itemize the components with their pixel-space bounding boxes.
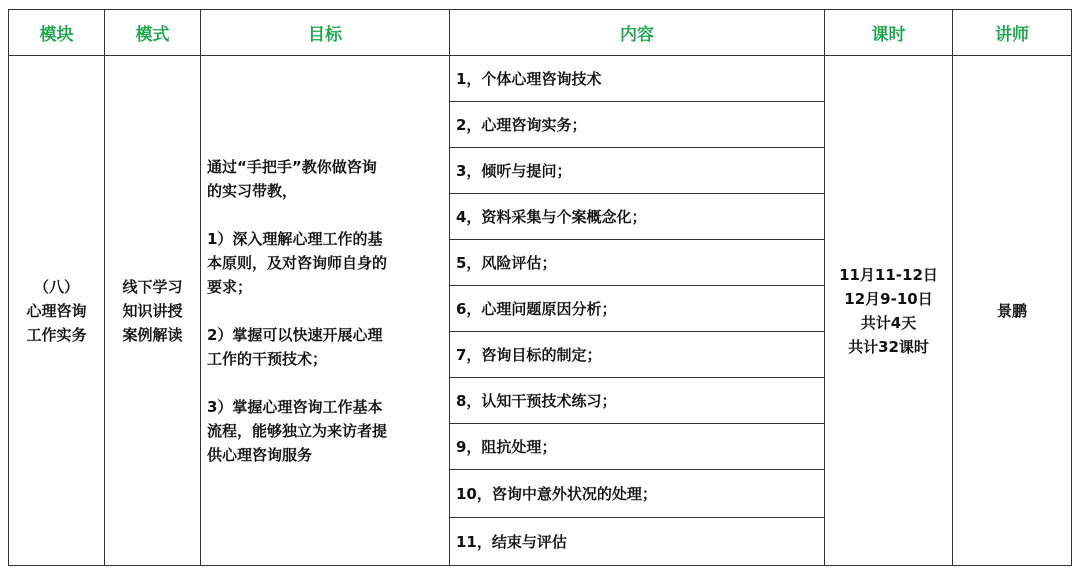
mode-line1: 线下学习 <box>122 277 183 296</box>
content-item: 11，结束与评估 <box>449 517 825 566</box>
content-item: 9，阻抗处理； <box>449 423 825 470</box>
goal-text <box>207 155 387 467</box>
hours-total-days: 共计4天 <box>860 313 917 332</box>
goal-point3-line2: 流程，能够独立为来访者提 <box>207 421 388 440</box>
content-item: 1，个体心理咨询技术 <box>449 55 825 102</box>
content-item: 8，认知干预技术练习； <box>449 377 825 424</box>
course-table <box>8 9 1072 566</box>
lecturer-cell: 景鹏 <box>952 55 1072 566</box>
content-item: 3，倾听与提问； <box>449 147 825 194</box>
module-name-line1: 心理咨询 <box>26 301 87 320</box>
module-name-line2: 工作实务 <box>26 325 87 344</box>
goal-point3-line3: 供心理咨询服务 <box>207 445 313 464</box>
header-lecturer: 讲师 <box>952 9 1072 56</box>
content-item: 10，咨询中意外状况的处理； <box>449 469 825 518</box>
goal-intro-line2: 的实习带教， <box>207 181 298 200</box>
goal-point1-line1: 1）深入理解心理工作的基 <box>207 229 383 248</box>
content-item: 4，资料采集与个案概念化； <box>449 193 825 240</box>
header-mode: 模式 <box>104 9 201 56</box>
hours-cell <box>824 55 953 566</box>
content-item: 6，心理问题原因分析； <box>449 285 825 332</box>
goal-intro-line1: 通过“手把手”教你做咨询 <box>207 157 377 176</box>
goal-point3-line1: 3）掌握心理咨询工作基本 <box>207 397 383 416</box>
goal-point2-line2: 工作的干预技术； <box>207 349 328 368</box>
header-module: 模块 <box>8 9 105 56</box>
goal-cell <box>200 55 450 566</box>
header-hours: 课时 <box>824 9 953 56</box>
content-item: 5，风险评估； <box>449 239 825 286</box>
goal-point1-line2: 本原则，及对咨询师自身的 <box>207 253 388 272</box>
hours-total-hours: 共计32课时 <box>848 337 929 356</box>
header-goal: 目标 <box>200 9 450 56</box>
mode-line2: 知识讲授 <box>122 301 183 320</box>
module-cell <box>8 55 105 566</box>
header-content: 内容 <box>449 9 825 56</box>
hours-session2: 12月9-10日 <box>844 289 933 308</box>
goal-point1-line3: 要求； <box>207 277 253 296</box>
content-item: 2，心理咨询实务； <box>449 101 825 148</box>
goal-point2-line1: 2）掌握可以快速开展心理 <box>207 325 383 344</box>
module-number: （八） <box>33 277 79 296</box>
content-item: 7，咨询目标的制定； <box>449 331 825 378</box>
mode-line3: 案例解读 <box>122 325 183 344</box>
hours-session1: 11月11-12日 <box>839 265 938 284</box>
mode-cell <box>104 55 201 566</box>
